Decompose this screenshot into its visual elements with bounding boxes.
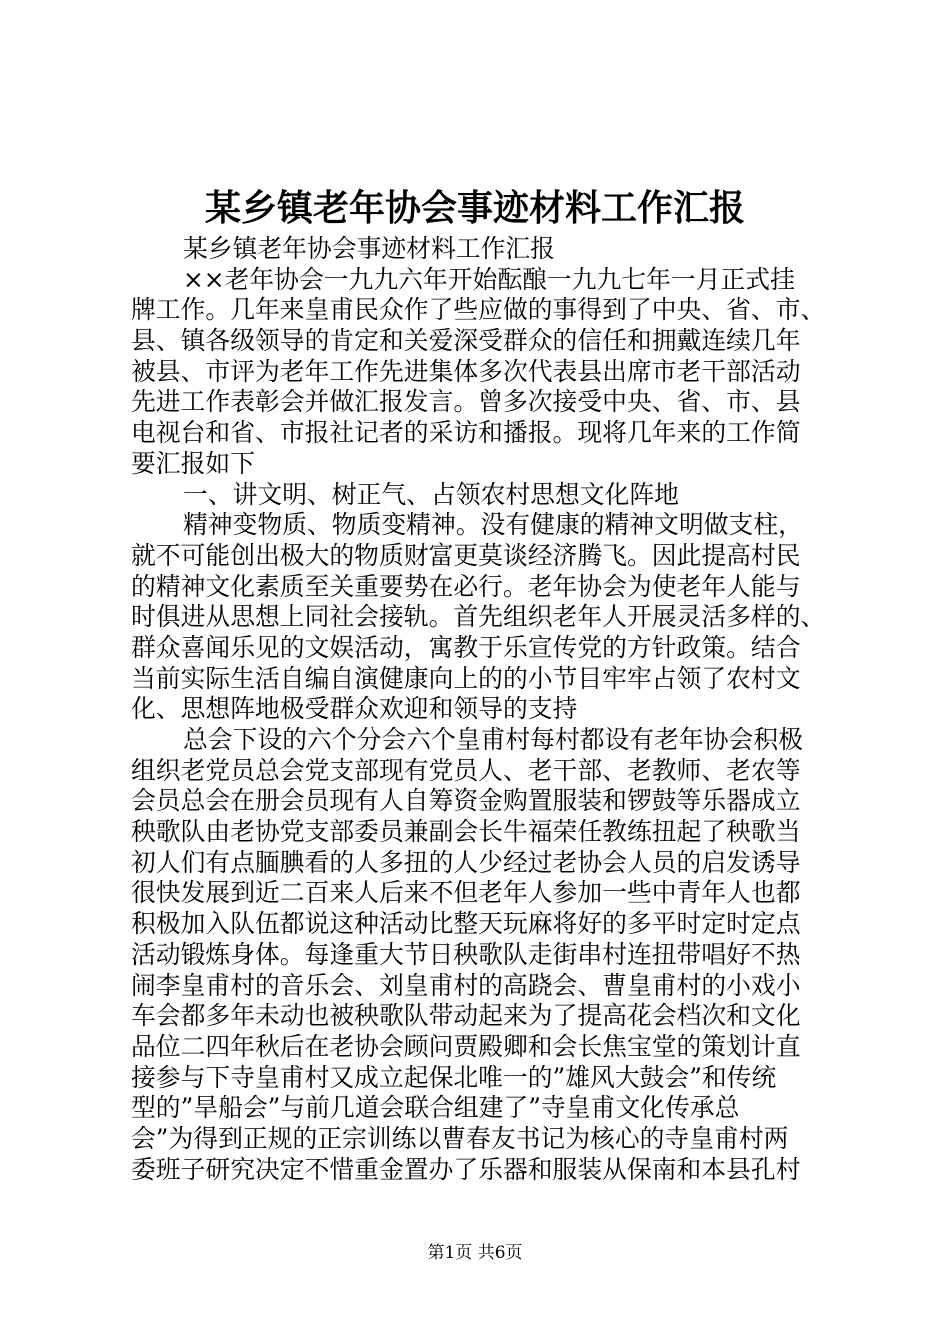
text-line: 初人们有点腼腆看的人多扭的人少经过老协会人员的启发诱导 <box>131 847 801 877</box>
text-line: 总会下设的六个分会六个皇甫村每村都设有老年协会积极 <box>183 725 803 754</box>
text-line: 当前实际生活自编自演健康向上的的小节目牢牢占领了农村文 <box>131 663 801 693</box>
text-line: 精神变物质、物质变精神。没有健康的精神文明做支柱， <box>183 510 803 540</box>
text-line: 的精神文化素质至关重要势在必行。老年协会为使老年人能与 <box>131 571 801 601</box>
text-line: 组织老党员总会党支部现有党员人、老干部、老教师、老农等 <box>131 755 801 785</box>
text-line: 就不可能创出极大的物质财富更莫谈经济腾飞。因此提高村民 <box>131 540 801 570</box>
text-line: 秧歌队由老协党支部委员兼副会长牛福荣任教练扭起了秧歌当 <box>131 817 801 847</box>
text-line: 被县、市评为老年工作先进集体多次代表县出席市老干部活动 <box>131 356 801 386</box>
text-line: 车会都多年未动也被秧歌队带动起来为了提高花会档次和文化 <box>131 1001 801 1031</box>
section-heading: 一、讲文明、树正气、占领农村思想文化阵地 <box>183 479 679 509</box>
text-line: 某乡镇老年协会事迹材料工作汇报 <box>183 234 555 263</box>
text-line: 县、镇各级领导的肯定和关爱深受群众的信任和拥戴连续几年 <box>131 326 801 356</box>
page-number: 第1页 共6页 <box>427 1243 523 1263</box>
text-line: 会”为得到正规的正宗训练以曹春友书记为核心的寺皇甫村两 <box>131 1123 789 1153</box>
text-line: 委班子研究决定不惜重金置办了乐器和服装从保南和本县孔村 <box>131 1154 801 1184</box>
text-line: 要汇报如下 <box>131 448 255 478</box>
document-body <box>131 234 843 1185</box>
text-line: 化、思想阵地极受群众欢迎和领导的支持 <box>131 694 578 724</box>
text-line: 先进工作表彰会并做汇报发言。曾多次接受中央、省、市、县 <box>131 387 801 417</box>
text-line: 很快发展到近二百来人后来不但老年人参加一些中青年人也都 <box>131 878 801 908</box>
text-line: ××老年协会一九九六年开始酝酿一九九七年一月正式挂 <box>183 264 795 294</box>
text-line: 型的”旱船会”与前几道会联合组建了”寺皇甫文化传承总 <box>131 1093 740 1123</box>
text-line: 群众喜闻乐见的文娱活动，寓教于乐宣传党的方针政策。结合 <box>131 632 801 662</box>
text-line: 接参与下寺皇甫村又成立起保北唯一的”雄风大鼓会”和传统 <box>131 1062 777 1092</box>
text-line: 活动锻炼身体。每逢重大节日秧歌队走街串村连扭带唱好不热 <box>131 939 801 969</box>
text-line: 品位二四年秋后在老协会顾问贾殿卿和会长焦宝堂的策划计直 <box>131 1031 801 1061</box>
text-line: 积极加入队伍都说这种活动比整天玩麻将好的多平时定时定点 <box>131 909 801 939</box>
document-title: 某乡镇老年协会事迹材料工作汇报 <box>204 187 745 229</box>
text-line: 会员总会在册会员现有人自筹资金购置服装和锣鼓等乐器成立 <box>131 786 801 816</box>
text-line: 闹李皇甫村的音乐会、刘皇甫村的高跷会、曹皇甫村的小戏小 <box>131 970 801 1000</box>
text-line: 时俱进从思想上同社会接轨。首先组织老年人开展灵活多样的、 <box>131 602 826 632</box>
text-line: 电视台和省、市报社记者的采访和播报。现将几年来的工作简 <box>131 418 801 448</box>
text-line: 牌工作。几年来皇甫民众作了些应做的事得到了中央、省、市、 <box>131 295 826 325</box>
